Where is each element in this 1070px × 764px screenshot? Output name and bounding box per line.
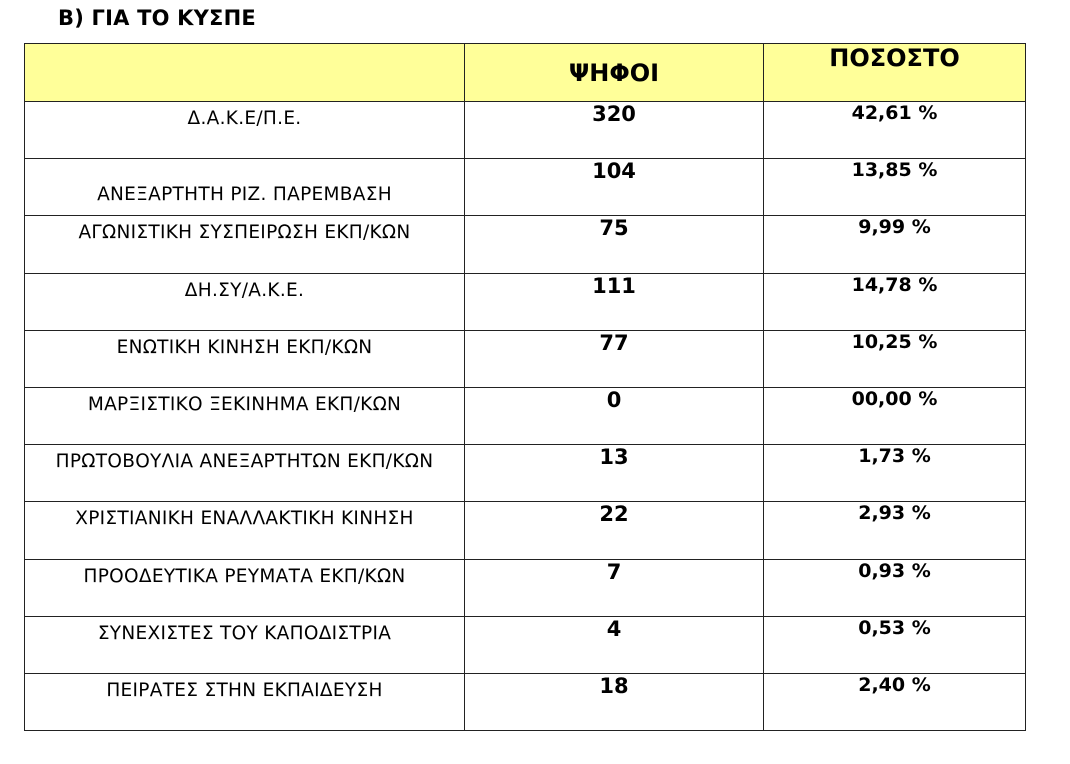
table-row: [25, 159, 1026, 216]
section-title: Β) ΓΙΑ ΤΟ ΚΥΣΠΕ: [58, 6, 256, 30]
table-row: [25, 330, 1026, 387]
party-name-cell: ΕΝΩΤΙΚΗ ΚΙΝΗΣΗ ΕΚΠ/ΚΩΝ: [25, 330, 465, 387]
party-name-cell: ΠΡΩΤΟΒΟΥΛΙΑ ΑΝΕΞΑΡΤΗΤΩΝ ΕΚΠ/ΚΩΝ: [25, 445, 465, 502]
percent-cell: 9,99 %: [764, 216, 1026, 273]
votes-cell: 111: [465, 273, 764, 330]
table-row: [25, 273, 1026, 330]
votes-cell: 0: [465, 387, 764, 444]
percent-cell: 2,40 %: [764, 673, 1026, 730]
results-table: [24, 43, 1026, 731]
table-row: [25, 673, 1026, 730]
table-header-row: [25, 44, 1026, 102]
percent-cell: 10,25 %: [764, 330, 1026, 387]
party-name-cell: ΑΓΩΝΙΣΤΙΚΗ ΣΥΣΠΕΙΡΩΣΗ ΕΚΠ/ΚΩΝ: [25, 216, 465, 273]
percent-cell: 13,85 %: [764, 159, 1026, 216]
votes-cell: 320: [465, 102, 764, 159]
percent-cell: 1,73 %: [764, 445, 1026, 502]
percent-cell: 00,00 %: [764, 387, 1026, 444]
percent-cell: 0,53 %: [764, 616, 1026, 673]
votes-cell: 22: [465, 502, 764, 559]
votes-cell: 4: [465, 616, 764, 673]
party-name-cell: ΠΕΙΡΑΤΕΣ ΣΤΗΝ ΕΚΠΑΙΔΕΥΣΗ: [25, 673, 465, 730]
party-name-cell: ΠΡΟΟΔΕΥΤΙΚΑ ΡΕΥΜΑΤΑ ΕΚΠ/ΚΩΝ: [25, 559, 465, 616]
party-name-cell: ΑΝΕΞΑΡΤΗΤΗ ΡΙΖ. ΠΑΡΕΜΒΑΣΗ: [25, 159, 465, 216]
party-name-cell: Δ.Α.Κ.Ε/Π.Ε.: [25, 102, 465, 159]
table-row: [25, 216, 1026, 273]
votes-cell: 18: [465, 673, 764, 730]
table-row: [25, 445, 1026, 502]
table-row: [25, 102, 1026, 159]
party-name-cell: ΣΥΝΕΧΙΣΤΕΣ ΤΟΥ ΚΑΠΟΔΙΣΤΡΙΑ: [25, 616, 465, 673]
percent-cell: 0,93 %: [764, 559, 1026, 616]
votes-cell: 104: [465, 159, 764, 216]
percent-cell: 2,93 %: [764, 502, 1026, 559]
header-name-cell: [25, 44, 465, 102]
table-row: [25, 502, 1026, 559]
votes-cell: 77: [465, 330, 764, 387]
header-votes-cell: ΨΗΦΟΙ: [465, 44, 764, 102]
votes-cell: 13: [465, 445, 764, 502]
votes-cell: 7: [465, 559, 764, 616]
percent-cell: 14,78 %: [764, 273, 1026, 330]
party-name-cell: ΧΡΙΣΤΙΑΝΙΚΗ ΕΝΑΛΛΑΚΤΙΚΗ ΚΙΝΗΣΗ: [25, 502, 465, 559]
table-row: [25, 387, 1026, 444]
party-name-cell: ΜΑΡΞΙΣΤΙΚΟ ΞΕΚΙΝΗΜΑ ΕΚΠ/ΚΩΝ: [25, 387, 465, 444]
table-row: [25, 559, 1026, 616]
table-row: [25, 616, 1026, 673]
party-name-cell: ΔΗ.ΣΥ/Α.Κ.Ε.: [25, 273, 465, 330]
header-percent-cell: ΠΟΣΟΣΤΟ: [764, 44, 1026, 102]
percent-cell: 42,61 %: [764, 102, 1026, 159]
votes-cell: 75: [465, 216, 764, 273]
